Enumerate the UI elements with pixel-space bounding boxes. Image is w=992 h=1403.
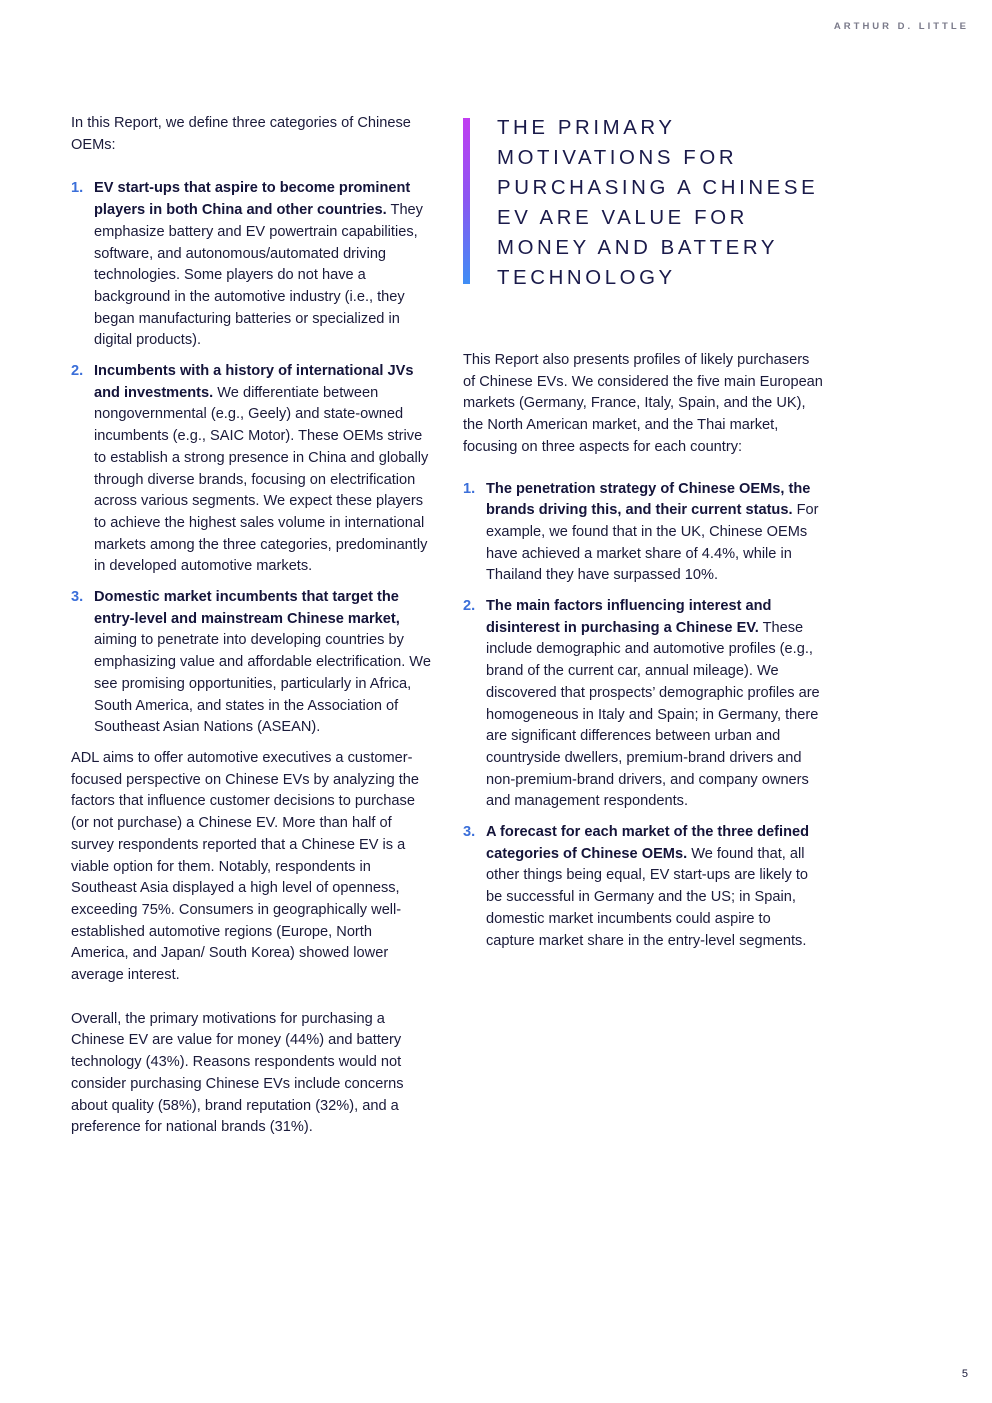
right-column — [463, 350, 823, 961]
list-item-text: For example, we found that in the UK, Chinese OEMs have achieved a market share of 4.4%, while in Thailand they have surpassed 10%. — [486, 502, 819, 584]
list-number: 2. — [71, 363, 84, 380]
list-item-title: A forecast for each market of the three defined categories of Chinese OEMs. — [486, 824, 810, 862]
list-item — [463, 596, 823, 813]
left-intro: In this Report, we define three categories of Chinese OEMs: — [71, 115, 411, 153]
quote-accent-bar — [463, 118, 470, 284]
list-item-text: We differentiate between nongovernmental (e.g., Geely) and state-owned incumbents (e.g., SAIC Motor). These OEMs strive to establish a strong presence in China and globally through diverse brands, focusing on electrification across various segments. We expect these players to achieve the highest sales volume in international markets among the three categories, predominantly in developed automotive markets. — [94, 384, 429, 575]
pull-quote — [463, 113, 823, 289]
profile-aspects-list — [463, 479, 823, 953]
list-item-text: They emphasize battery and EV powertrain capabilities, software, and autonomous/automated driving technologies. Some players do not have a background in the automotive industry (i.e., they began manufacturing batteries or specialized in digital products). — [94, 202, 423, 349]
page-number: 5 — [961, 1368, 968, 1380]
list-item-title: The penetration strategy of Chinese OEMs, the brands driving this, and their current status. — [486, 480, 811, 519]
oem-categories-list — [71, 178, 431, 739]
list-item-title: EV start-ups that aspire to become prominent players in both China and other countries. — [94, 180, 411, 219]
list-item — [463, 479, 823, 588]
left-column — [71, 113, 431, 1148]
list-item-text: aiming to penetrate into developing countries by emphasizing value and affordable electrification. We see promising opportunities, particularly in Africa, South America, and states in the Association of Southeast Asian Nations (ASEAN). — [94, 632, 431, 736]
brand-name: ARTHUR D. LITTLE — [833, 21, 969, 32]
list-number: 3. — [463, 824, 476, 841]
list-item — [71, 361, 431, 578]
list-item-title: The main factors influencing interest and disinterest in purchasing a Chinese EV. — [486, 598, 772, 636]
motivations-paragraph: Overall, the primary motivations for purchasing a Chinese EV are value for money (44%) and battery technology (43%). Reasons respondents would not consider purchasing Chinese EVs include concerns about quality (58%), brand reputation (32%), and a preference for national brands (31%). — [71, 1010, 404, 1136]
list-number: 3. — [71, 589, 84, 606]
list-item — [463, 822, 823, 952]
right-intro: This Report also presents profiles of likely purchasers of Chinese EVs. We considered the five main European markets (Germany, France, Italy, Spain, and the UK), the North American market, and the Thai market, focusing on three aspects for each country: — [463, 352, 823, 455]
list-item-title: Domestic market incumbents that target the entry-level and mainstream Chinese market, — [94, 589, 400, 627]
list-item — [71, 587, 431, 739]
list-number: 2. — [463, 598, 476, 615]
list-item-text: These include demographic and automotive profiles (e.g., brand of the current car, annual mileage). We discovered that prospects’ demographic profiles are homogeneous in Italy and Spain; in Germany, there are significant differences between urban and countryside dwellers, premium-brand drivers and non-premium-brand drivers, and company owners and management respondents. — [486, 619, 820, 810]
list-number: 1. — [71, 180, 84, 197]
list-item — [71, 178, 431, 352]
list-item-title: Incumbents with a history of international JVs and investments. — [94, 363, 414, 401]
list-number: 1. — [463, 480, 476, 497]
list-item-text: We found that, all other things being equal, EV start-ups are likely to be successful in Germany and the US; in Spain, domestic market incumbents could aspire to capture market share in the entry-level segments. — [486, 845, 809, 949]
adl-paragraph: ADL aims to offer automotive executives a customer-focused perspective on Chinese EVs by analyzing the factors that influence customer decisions to purchase (or not purchase) a Chinese EV. More than half of survey respondents reported that a Chinese EV is a viable option for them. Notably, respondents in Southeast Asia displayed a high level of openness, exceeding 75%. Consumers in geographically well-established automotive regions (Europe, North America, and Japan/ South Korea) showed lower average interest. — [71, 749, 420, 984]
pull-quote-text: THE PRIMARY MOTIVATIONS FOR PURCHASING A CHINESE EV ARE VALUE FOR MONEY AND BATTERY TECHNOLOGY — [497, 117, 819, 289]
